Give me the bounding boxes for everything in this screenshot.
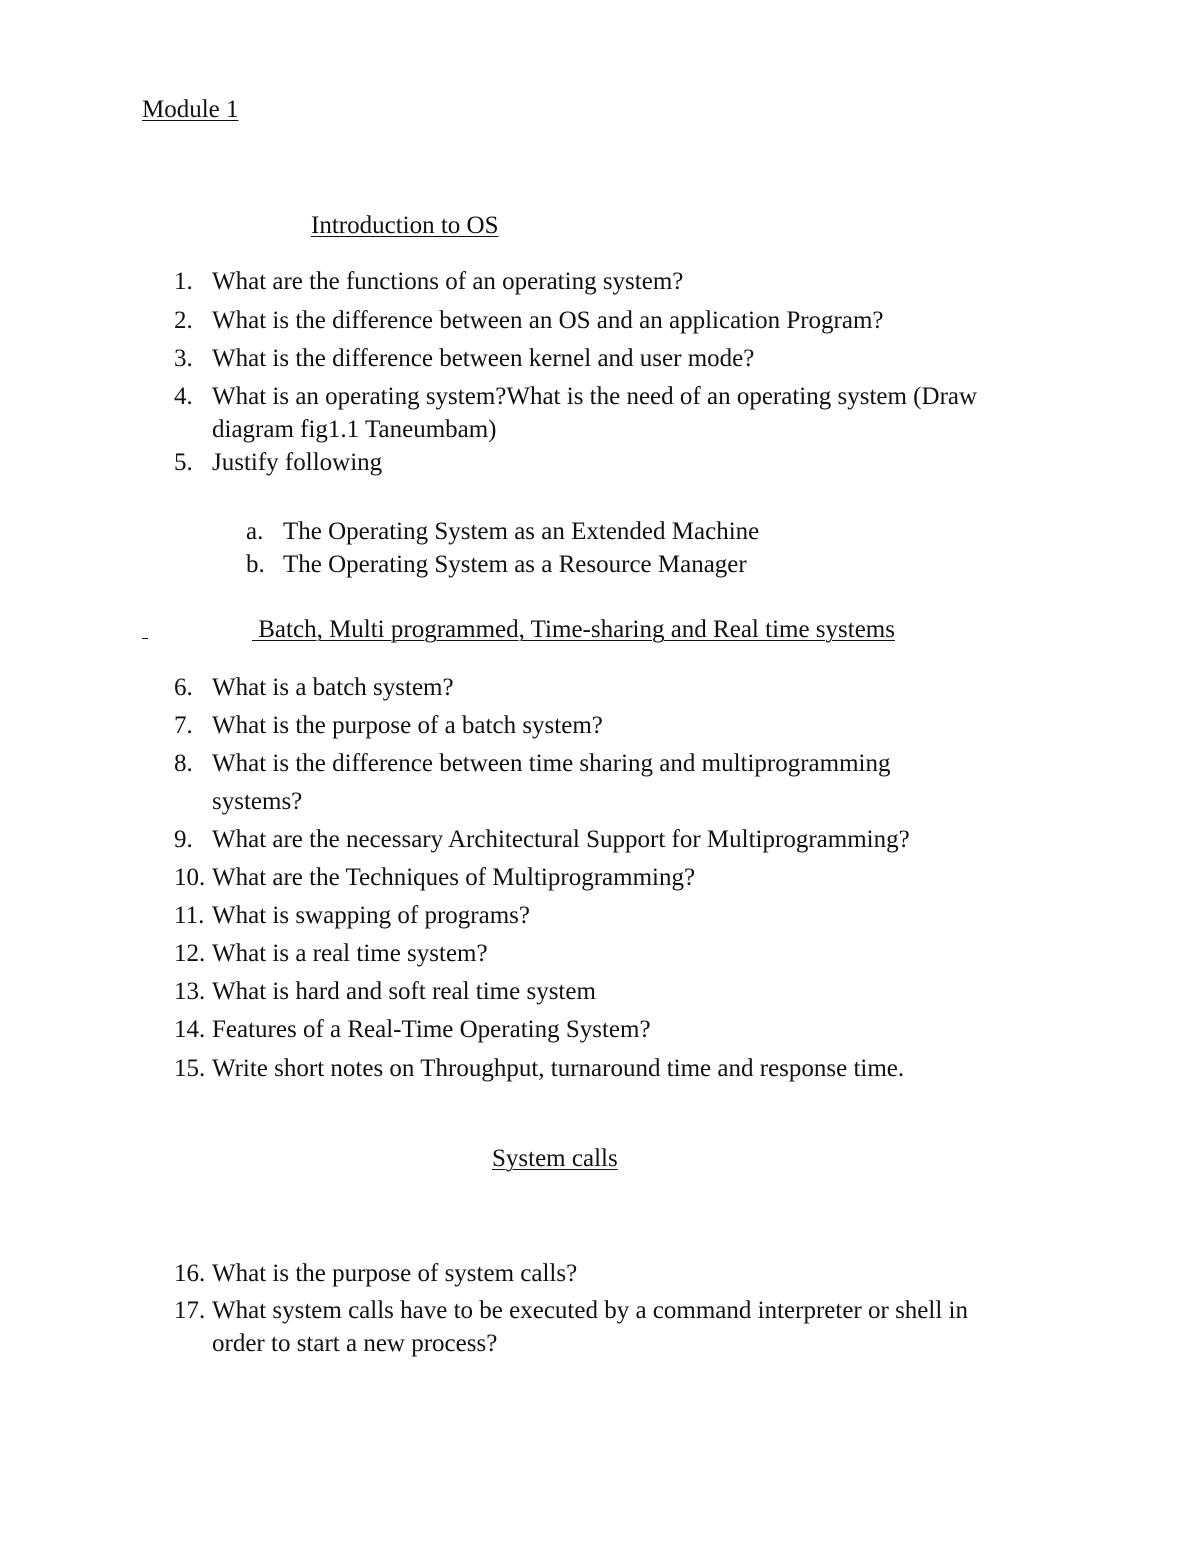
question-number: 9. [174,826,193,853]
question-number: 12. [174,940,206,967]
question-text: What is the purpose of a batch system? [212,712,603,739]
sub-item-letter: b. [246,551,265,578]
question-text: What is the difference between kernel and user mode? [212,345,755,372]
question-text: Justify following [212,449,383,476]
question-number: 14. [174,1016,206,1043]
question-number: 3. [174,345,193,372]
question-number: 8. [174,750,193,777]
question-number: 11. [174,902,205,929]
question-text-continued: systems? [212,788,303,815]
question-text: Features of a Real-Time Operating System? [212,1016,651,1043]
question-text-continued: order to start a new process? [212,1330,498,1357]
sub-item-text: The Operating System as an Extended Machine [283,518,760,545]
sub-item-letter: a. [246,518,264,545]
question-number: 5. [174,449,193,476]
section-heading-system-calls: System calls [492,1145,618,1172]
question-number: 6. [174,674,193,701]
question-number: 13. [174,978,206,1005]
question-text: What are the necessary Architectural Support for Multiprogramming? [212,826,910,853]
question-text: What are the functions of an operating system? [212,268,684,295]
question-text: What is an operating system?What is the need of an operating system (Draw [212,383,978,410]
question-text: What is hard and soft real time system [212,978,596,1005]
question-text-continued: diagram fig1.1 Taneumbam) [212,416,497,443]
question-text: What are the Techniques of Multiprogramming? [212,864,696,891]
section-heading-systems: Batch, Multi programmed, Time-sharing and Real time systems [252,616,895,643]
question-number: 10. [174,864,206,891]
section-heading-intro: Introduction to OS [311,212,499,239]
question-text: What system calls have to be executed by a command interpreter or shell in [212,1297,968,1324]
question-number: 4. [174,383,193,410]
question-number: 16. [174,1260,206,1287]
question-text: What is swapping of programs? [212,902,530,929]
question-text: What is the difference between time sharing and multiprogramming [212,750,891,777]
question-text: What is a real time system? [212,940,488,967]
question-number: 17. [174,1297,206,1324]
stray-underline-mark [142,638,148,639]
question-number: 15. [174,1055,206,1082]
question-number: 2. [174,307,193,334]
question-number: 7. [174,712,193,739]
sub-item-text: The Operating System as a Resource Manager [283,551,747,578]
question-text: What is the purpose of system calls? [212,1260,578,1287]
question-text: What is a batch system? [212,674,454,701]
module-title: Module 1 [142,96,239,123]
question-text: Write short notes on Throughput, turnaround time and response time. [212,1055,905,1082]
question-number: 1. [174,268,193,295]
question-text: What is the difference between an OS and an application Program? [212,307,884,334]
